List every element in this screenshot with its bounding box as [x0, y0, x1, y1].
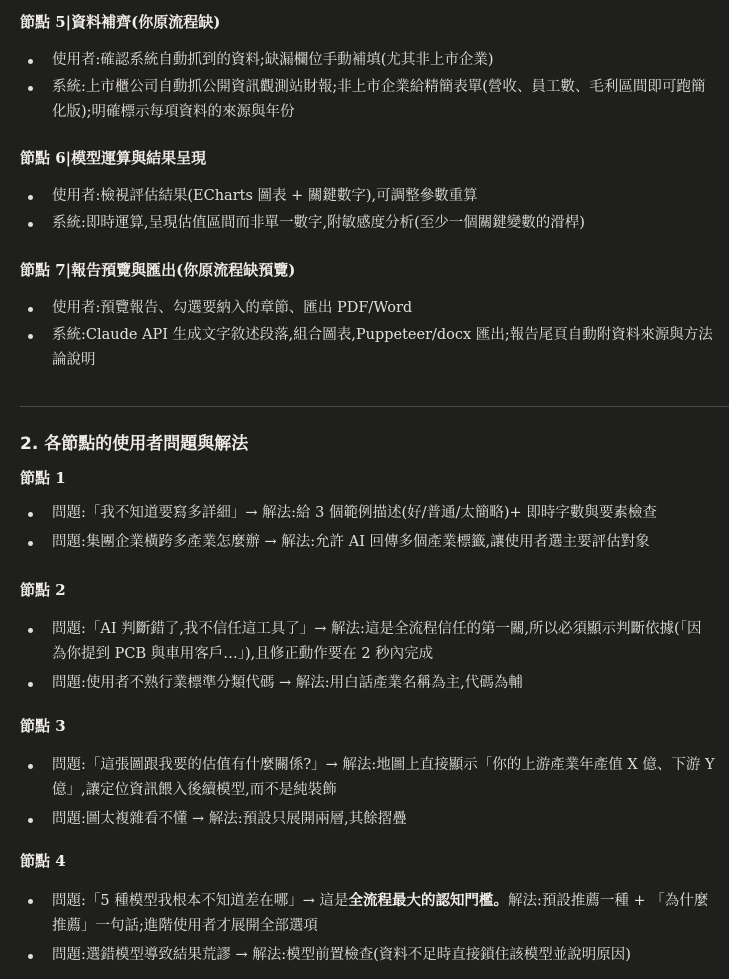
list-item-text: 問題:「我不知道要寫多詳細」→ 解法:給 3 個範例描述(好/普通/太簡略)+ 即時字數與要素檢查	[52, 505, 657, 521]
problem-node-2	[20, 580, 715, 696]
list-item-text-rest: 解法:預設推薦一種 + 「為什麼推薦」一句話;進階使用者才展開全部選項	[52, 893, 709, 934]
section-node-7	[20, 260, 715, 373]
bullet-icon	[28, 86, 33, 91]
list-item-text: 系統:Claude API 生成文字敘述段落,組合圖表,Puppeteer/docx 匯出;報告尾頁自動附資料來源與方法論說明	[52, 327, 713, 368]
bullet-icon	[28, 512, 33, 517]
section-node-5	[20, 12, 715, 125]
bullet-icon	[28, 307, 33, 312]
list-item	[20, 184, 715, 209]
list-item-text: 問題:選錯模型導致結果荒謬 → 解法:模型前置檢查(資料不足時直接鎖住該模型並說明原因)	[52, 947, 631, 963]
bullet-icon	[28, 222, 33, 227]
part2-heading: 2. 各節點的使用者問題與解法	[20, 434, 249, 454]
list-item	[20, 75, 715, 125]
list-item-text: 問題:「5 種模型我根本不知道差在哪」→ 這是	[52, 893, 349, 909]
bullet-list	[20, 753, 715, 832]
section-title: 節點 7|報告預覽與匯出(你原流程缺預覽)	[20, 261, 296, 279]
bullet-list	[20, 888, 715, 968]
bullet-list	[20, 184, 715, 236]
section-node-6	[20, 148, 715, 236]
bullet-icon	[28, 954, 33, 959]
bullet-icon	[28, 764, 33, 769]
bullet-list	[20, 48, 715, 125]
node-title: 節點 1	[20, 469, 66, 487]
list-item	[20, 211, 715, 236]
problem-node-1	[20, 468, 715, 555]
list-item-text: 問題:「這張圖跟我要的估值有什麼關係?」→ 解法:地圖上直接顯示「你的上游產業年產值 X 億、下游 Y 億」,讓定位資訊餵入後續模型,而不是純裝飾	[52, 757, 715, 798]
bullet-icon	[28, 682, 33, 687]
node-title: 節點 4	[20, 852, 66, 870]
list-item-text: 系統:即時運算,呈現估值區間而非單一數字,附敏感度分析(至少一個關鍵變數的滑桿)	[52, 215, 585, 231]
node-title: 節點 3	[20, 717, 66, 735]
bullet-list	[20, 617, 715, 696]
list-item	[20, 753, 715, 803]
part2-header	[20, 432, 715, 456]
problem-node-3	[20, 716, 715, 832]
list-item-text: 使用者:預覽報告、勾選要納入的章節、匯出 PDF/Word	[52, 300, 413, 316]
list-item-text: 問題:「AI 判斷錯了,我不信任這工具了」→ 解法:這是全流程信任的第一關,所以必須顯示判斷依據(「因為你提到 PCB 與車用客戶…」),且修正動作要在 2 秒內完成	[52, 621, 702, 662]
bullet-icon	[28, 818, 33, 823]
bullet-list	[20, 501, 715, 555]
bullet-icon	[28, 541, 33, 546]
list-item-text: 問題:使用者不熟行業標準分類代碼 → 解法:用白話產業名稱為主,代碼為輔	[52, 675, 523, 691]
section-title: 節點 5|資料補齊(你原流程缺)	[20, 13, 221, 31]
section-title: 節點 6|模型運算與結果呈現	[20, 149, 207, 167]
list-item	[20, 617, 715, 667]
bullet-icon	[28, 59, 33, 64]
emphasis-text: 全流程最大的認知門檻。	[348, 892, 508, 909]
list-item	[20, 530, 715, 555]
list-item	[20, 943, 715, 968]
bullet-icon	[28, 628, 33, 633]
list-item	[20, 671, 715, 696]
list-item-text: 使用者:確認系統自動抓到的資料;缺漏欄位手動補填(尤其非上市企業)	[52, 52, 494, 68]
section-divider	[20, 406, 729, 407]
list-item	[20, 501, 715, 526]
bullet-icon	[28, 334, 33, 339]
bullet-icon	[28, 899, 33, 904]
bullet-list	[20, 296, 715, 373]
list-item	[20, 296, 715, 321]
list-item-text: 問題:集團企業橫跨多產業怎麼辦 → 解法:允許 AI 回傳多個產業標籤,讓使用者選主要評估對象	[52, 534, 650, 550]
list-item	[20, 807, 715, 832]
list-item	[20, 323, 715, 373]
problem-node-4	[20, 851, 715, 968]
list-item-text: 問題:圖太複雜看不懂 → 解法:預設只展開兩層,其餘摺疊	[52, 811, 407, 827]
list-item	[20, 888, 715, 939]
node-title: 節點 2	[20, 581, 66, 599]
bullet-icon	[28, 195, 33, 200]
list-item	[20, 48, 715, 73]
list-item-text: 使用者:檢視評估結果(ECharts 圖表 + 關鍵數字),可調整參數重算	[52, 188, 478, 204]
list-item-text: 系統:上市櫃公司自動抓公開資訊觀測站財報;非上市企業給精簡表單(營收、員工數、毛利區間即可跑簡化版);明確標示每項資料的來源與年份	[52, 79, 706, 120]
